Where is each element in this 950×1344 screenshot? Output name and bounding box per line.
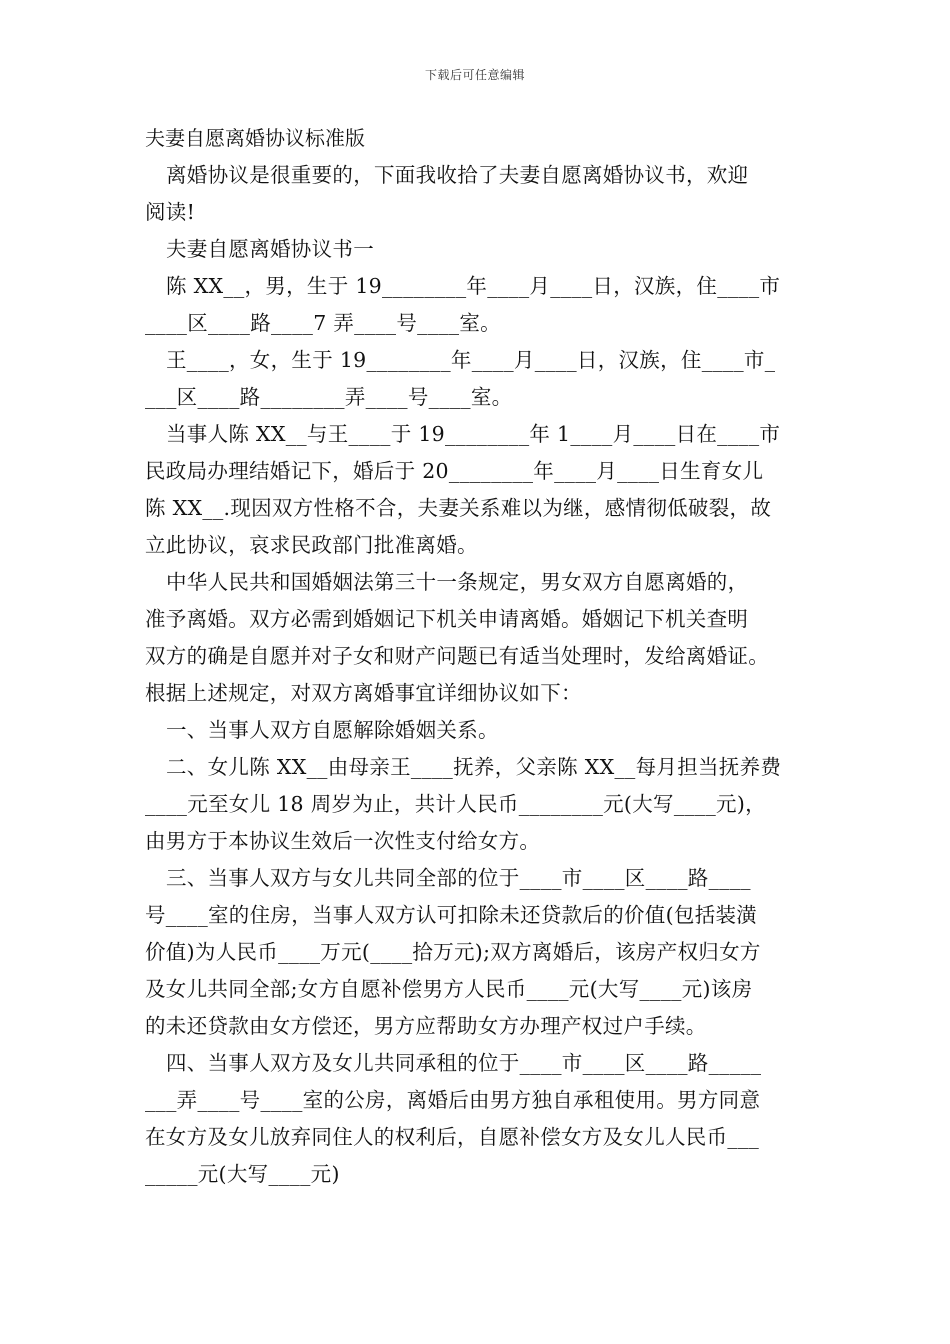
text-line: 准予离婚。双方必需到婚姻记下机关申请离婚。婚姻记下机关查明 (145, 607, 749, 631)
text-line: 陈 XX__，男，生于 19________年____月____日，汉族，住____市 (166, 274, 781, 298)
text-line: ___区____路________弄____号____室。 (145, 385, 513, 409)
text-line: 立此协议，哀求民政部门批准离婚。 (145, 533, 478, 557)
text-line: 当事人陈 XX__与王____于 19________年 1____月____日在____市 (166, 422, 781, 446)
text-line: 陈 XX__.现因双方性格不合，夫妻关系难以为继，感情彻低破裂，故 (145, 496, 772, 520)
text-line: 四、当事人双方及女儿共同承租的位于____市____区____路_____ (166, 1051, 762, 1075)
text-line: 阅读! (145, 200, 196, 224)
text-line: 根据上述规定，对双方离婚事宜详细协议如下： (145, 681, 582, 705)
text-line: 离婚协议是很重要的，下面我收拾了夫妻自愿离婚协议书，欢迎 (166, 163, 749, 187)
document-body (145, 120, 810, 1193)
document-title: 夫妻自愿离婚协议标准版 (145, 126, 365, 150)
text-line: ____区____路____7 弄____号____室。 (145, 311, 501, 335)
header-note: 下载后可任意编辑 (424, 68, 525, 82)
paragraph-lines (145, 157, 810, 1193)
text-line: 民政局办理结婚记下，婚后于 20________年____月____日生育女儿 (145, 459, 764, 483)
text-line: 王____，女，生于 19________年____月____日，汉族，住____市_ (166, 348, 776, 372)
text-line: 一、当事人双方自愿解除婚姻关系。 (166, 718, 499, 742)
text-line: 价值)为人民币____万元(____拾万元);双方离婚后，该房产权归女方 (145, 940, 761, 964)
text-line: 的未还贷款由女方偿还，男方应帮助女方办理产权过户手续。 (145, 1014, 707, 1038)
text-line: 中华人民共和国婚姻法第三十一条规定，男女双方自愿离婚的， (166, 570, 749, 594)
text-line: 双方的确是自愿并对子女和财产问题已有适当处理时，发给离婚证。 (145, 644, 769, 668)
text-line: ____元至女儿 18 周岁为止，共计人民币________元(大写____元)， (145, 792, 766, 816)
text-line: ___弄____号____室的公房，离婚后由男方独自承租使用。男方同意 (145, 1088, 761, 1112)
text-line: 号____室的住房，当事人双方认可扣除未还贷款后的价值(包括装潢 (145, 903, 758, 927)
text-line: 在女方及女儿放弃同住人的权利后，自愿补偿女方及女儿人民币___ (145, 1125, 760, 1149)
text-line: 三、当事人双方与女儿共同全部的位于____市____区____路____ (166, 866, 751, 890)
text-line: 夫妻自愿离婚协议书一 (166, 237, 374, 261)
text-line: 由男方于本协议生效后一次性支付给女方。 (145, 829, 541, 853)
text-line: 及女儿共同全部;女方自愿补偿男方人民币____元(大写____元)该房 (145, 977, 753, 1001)
text-line: 二、女儿陈 XX__由母亲王____抚养，父亲陈 XX__每月担当抚养费 (166, 755, 782, 779)
text-line: _____元(大写____元) (145, 1162, 340, 1186)
